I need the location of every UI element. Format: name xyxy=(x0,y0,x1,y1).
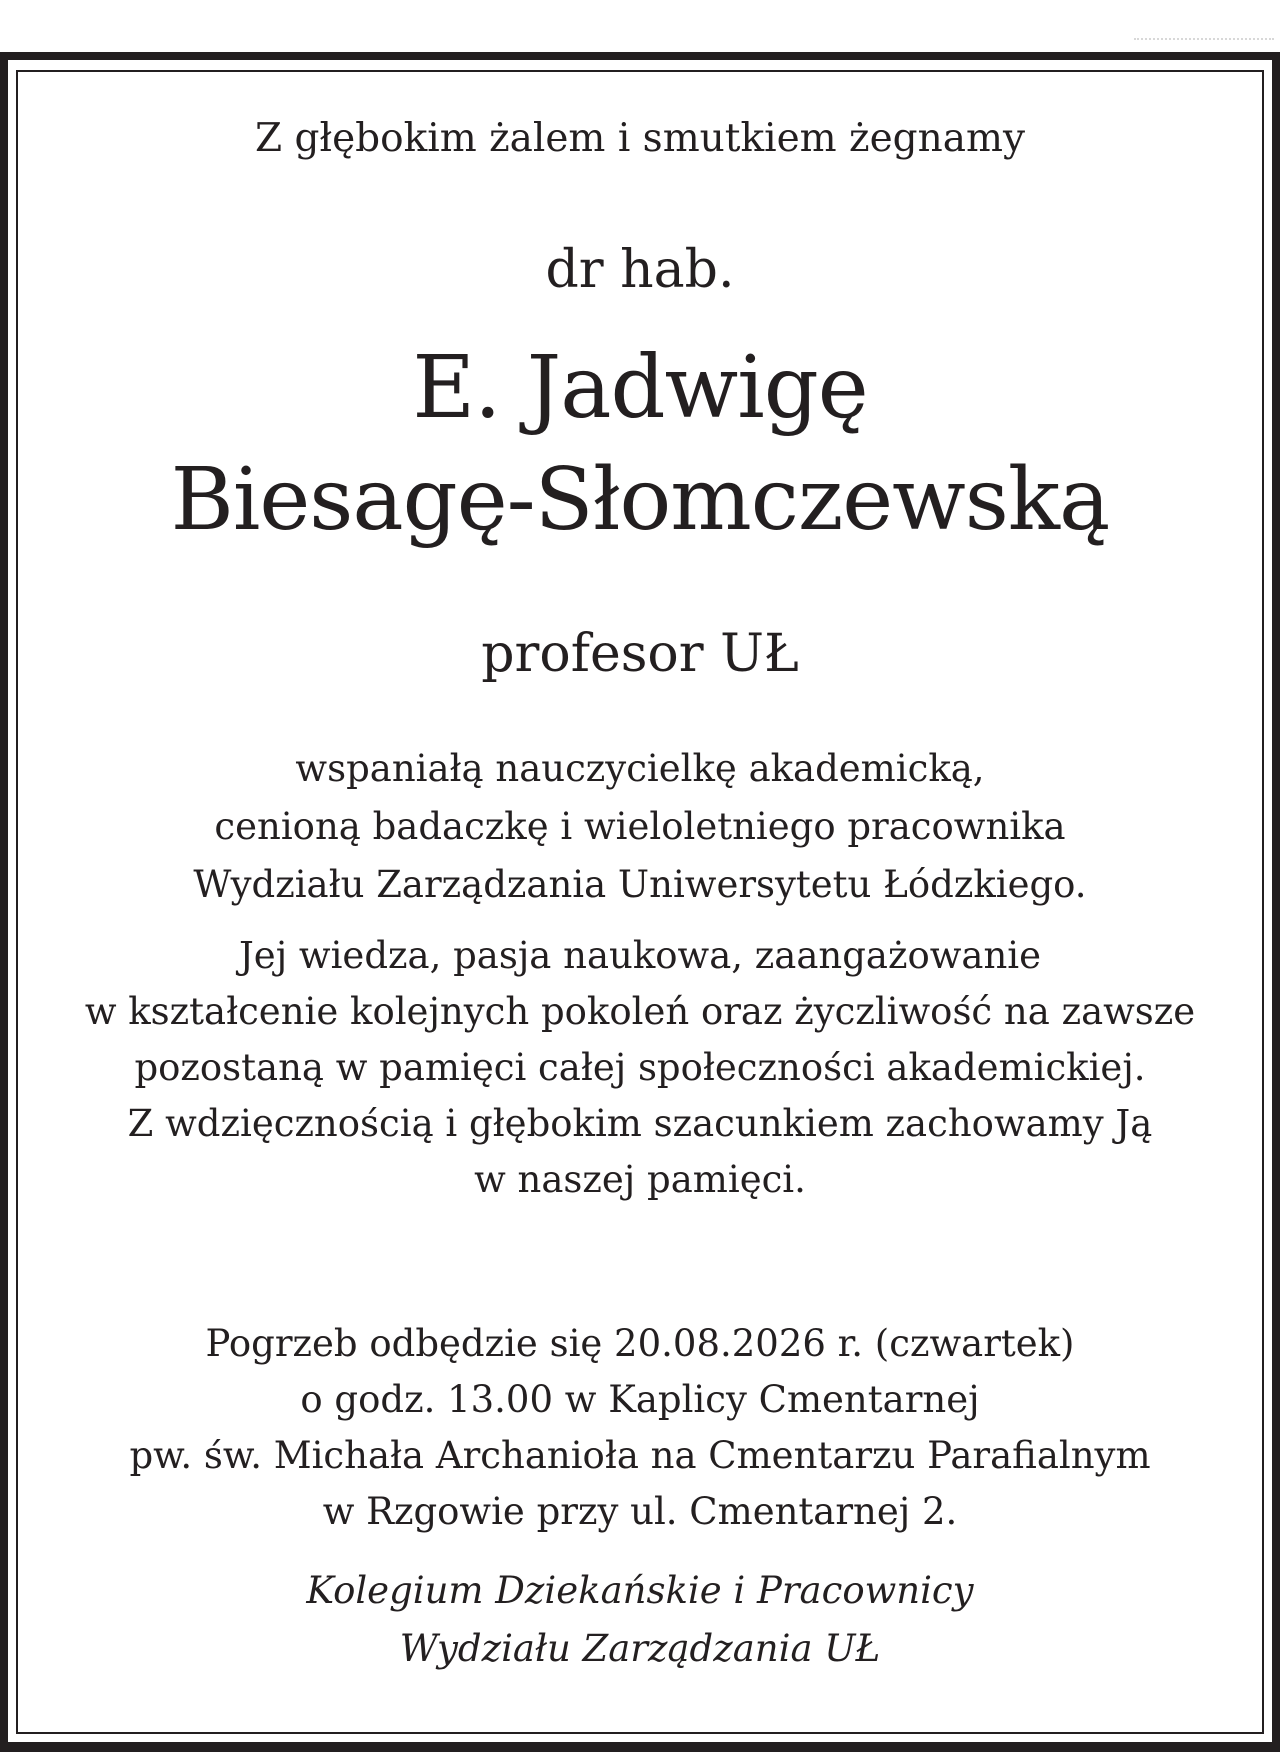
academic-title xyxy=(18,234,1262,306)
funeral-line: o godz. 13.00 w Kaplicy Cmentarnej xyxy=(300,1378,980,1421)
memory-line: pozostaną w pamięci całej społeczności akademickiej. xyxy=(134,1046,1146,1089)
tribute-line: cenioną badaczkę i wieloletniego pracownika xyxy=(214,805,1066,848)
tribute-line: Wydziału Zarządzania Uniwersytetu Łódzkiego. xyxy=(193,863,1087,906)
funeral-line: pw. św. Michała Archanioła na Cmentarzu Parafialnym xyxy=(129,1434,1151,1477)
signature-line: Kolegium Dziekańskie i Pracownicy xyxy=(306,1569,974,1612)
name-line-2: Biesagę-Słomczewską xyxy=(170,450,1110,550)
signature-line: Wydziału Zarządzania UŁ xyxy=(399,1627,881,1670)
funeral-details xyxy=(18,1316,1262,1540)
name-line-1: E. Jadwigę xyxy=(412,338,868,438)
tribute-line: wspaniałą nauczycielkę akademicką, xyxy=(295,747,985,790)
signature xyxy=(18,1562,1262,1678)
deceased-name xyxy=(18,332,1262,556)
memory-line: w kształcenie kolejnych pokoleń oraz życzliwość na zawsze xyxy=(84,990,1196,1033)
intro-line: Z głębokim żalem i smutkiem żegnamy xyxy=(254,116,1026,161)
tribute-paragraph xyxy=(18,740,1262,914)
funeral-line: Pogrzeb odbędzie się 20.08.2026 r. (czwartek) xyxy=(205,1322,1075,1365)
memory-paragraph xyxy=(18,928,1262,1208)
memory-line: w naszej pamięci. xyxy=(474,1158,806,1201)
funeral-line: w Rzgowie przy ul. Cmentarnej 2. xyxy=(322,1490,958,1533)
scan-artifact xyxy=(1134,38,1274,48)
memory-line: Jej wiedza, pasja naukowa, zaangażowanie xyxy=(238,934,1042,977)
intro-text xyxy=(18,112,1262,166)
position-text: profesor UŁ xyxy=(481,624,799,684)
academic-title-text: dr hab. xyxy=(545,240,735,300)
memory-line: Z wdzięcznością i głębokim szacunkiem zachowamy Ją xyxy=(127,1102,1153,1145)
position-title xyxy=(18,618,1262,690)
